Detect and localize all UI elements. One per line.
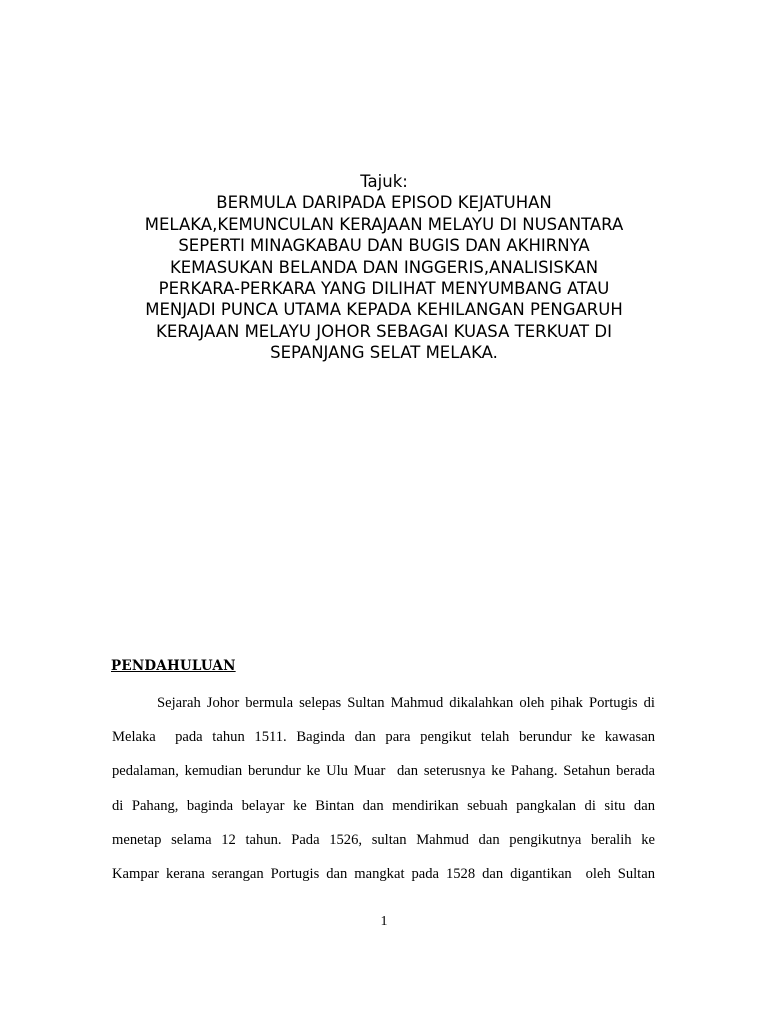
- paragraph-line: pedalaman, kemudian berundur ke Ulu Muar dan seterusnya ke Pahang. Setahun berada: [112, 763, 655, 780]
- paragraph-line: menetap selama 12 tahun. Pada 1526, sultan Mahmud dan pengikutnya beralih ke: [112, 831, 655, 848]
- intro-paragraph: [112, 688, 655, 893]
- title-line: BERMULA DARIPADA EPISOD KEJATUHAN: [216, 193, 552, 213]
- paragraph-line: di Pahang, baginda belayar ke Bintan dan mendirikan sebuah pangkalan di situ dan: [112, 797, 655, 814]
- title-line: MELAKA,KEMUNCULAN KERAJAAN MELAYU DI NUSANTARA: [144, 214, 624, 234]
- title-line: KERAJAAN MELAYU JOHOR SEBAGAI KUASA TERKUAT DI: [156, 321, 612, 341]
- section-heading: PENDAHULUAN: [111, 658, 236, 674]
- title-line: KEMASUKAN BELANDA DAN INGGERIS,ANALISISKAN: [169, 257, 599, 277]
- page-number: 1: [380, 914, 388, 929]
- paragraph-line: Kampar kerana serangan Portugis dan mangkat pada 1528 dan digantikan oleh Sultan: [112, 865, 655, 882]
- document-title: [100, 171, 668, 364]
- title-line: SEPANJANG SELAT MELAKA.: [270, 343, 498, 363]
- title-line: MENJADI PUNCA UTAMA KEPADA KEHILANGAN PENGARUH: [145, 300, 623, 320]
- title-line: PERKARA-PERKARA YANG DILIHAT MENYUMBANG ATAU: [158, 279, 610, 299]
- title-label: Tajuk:: [360, 172, 408, 191]
- paragraph-line: Sejarah Johor bermula selepas Sultan Mahmud dikalahkan oleh pihak Portugis di: [157, 695, 655, 711]
- paragraph-line: Melaka pada tahun 1511. Baginda dan para pengikut telah berundur ke kawasan: [112, 729, 655, 746]
- title-line: SEPERTI MINAGKABAU DAN BUGIS DAN AKHIRNYA: [178, 236, 590, 256]
